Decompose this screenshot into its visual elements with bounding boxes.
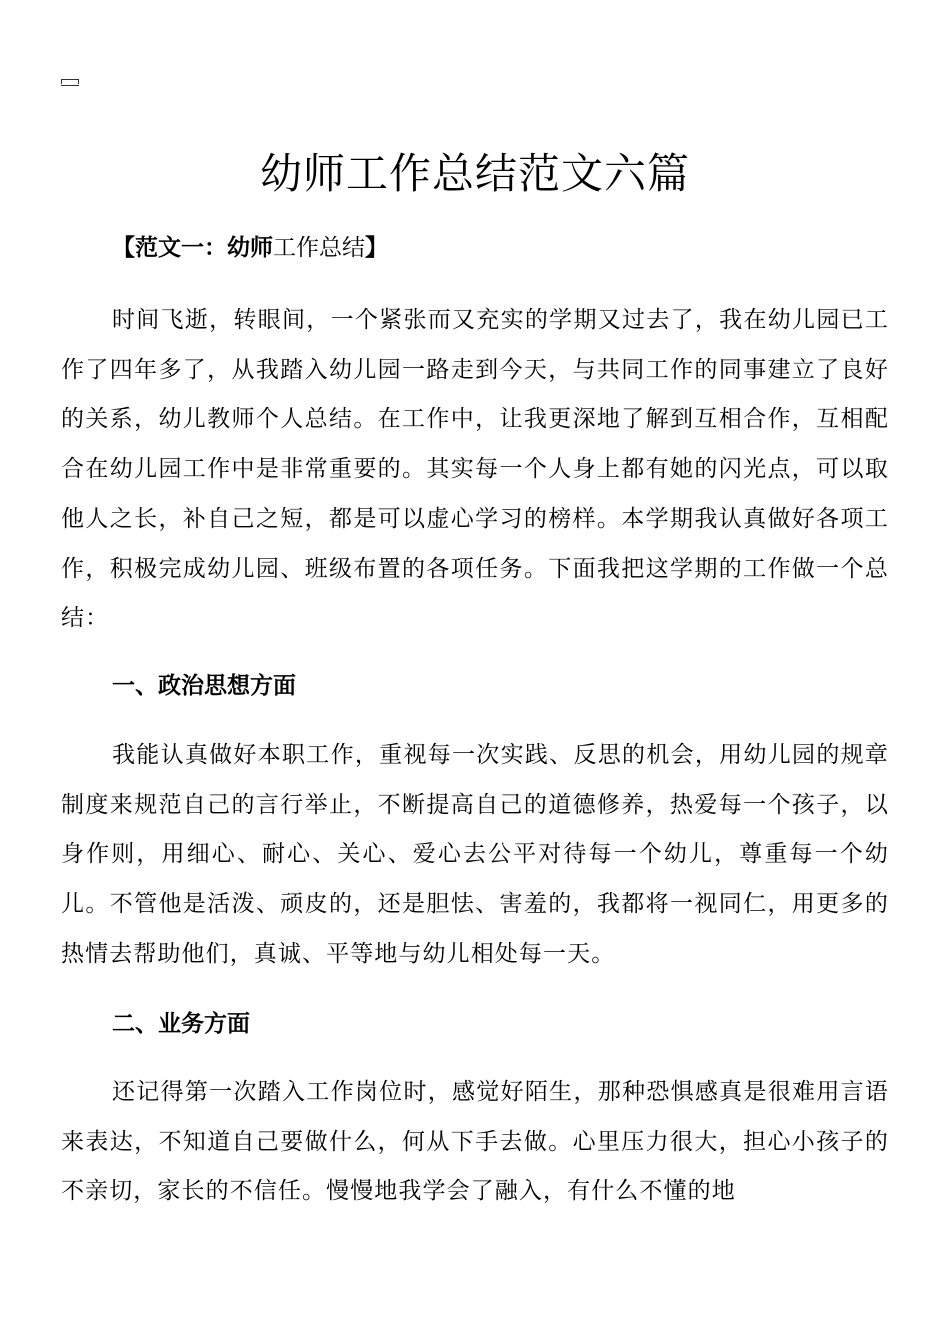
- subheading-political: 一、政治思想方面: [112, 673, 296, 699]
- bracket-close: 】: [365, 235, 388, 261]
- document-title: 幼师工作总结范文六篇: [259, 149, 690, 198]
- corner-crop-mark: [61, 79, 79, 84]
- section-heading-1: [112, 232, 388, 264]
- section-heading-bold: 范文一：幼师: [135, 235, 273, 261]
- bracket-open: 【: [112, 235, 135, 261]
- intro-paragraph: 时间飞逝，转眼间，一个紧张而又充实的学期又过去了，我在幼儿园已工作了四年多了，从我踏入幼儿园一路走到今天，与共同工作的同事建立了良好的关系，幼儿教师个人总结。在工作中，让我更深地了解到互相合作，互相配合在幼儿园工作中是非常重要的。其实每一个人身上都有她的闪光点，可以取他人之长，补自己之短，都是可以虚心学习的榜样。本学期我认真做好各项工作，积极完成幼儿园、班级布置的各项任务。下面我把这学期的工作做一个总结：: [61, 307, 889, 632]
- subheading-business: 二、业务方面: [112, 1011, 250, 1037]
- political-paragraph: 我能认真做好本职工作，重视每一次实践、反思的机会，用幼儿园的规章制度来规范自己的言行举止，不断提高自己的道德修养，热爱每一个孩子，以身作则，用细心、耐心、关心、爱心去公平对待每一个幼儿，尊重每一个幼儿。不管他是活泼、顽皮的，还是胆怯、害羞的，我都将一视同仁，用更多的热情去帮助他们，真诚、平等地与幼儿相处每一天。: [61, 742, 889, 967]
- business-paragraph: 还记得第一次踏入工作岗位时，感觉好陌生，那种恐惧感真是很难用言语来表达，不知道自己要做什么，何从下手去做。心里压力很大，担心小孩子的不亲切，家长的不信任。慢慢地我学会了融入，有什么不懂的地: [61, 1079, 889, 1205]
- section-heading-regular: 工作总结: [273, 235, 365, 261]
